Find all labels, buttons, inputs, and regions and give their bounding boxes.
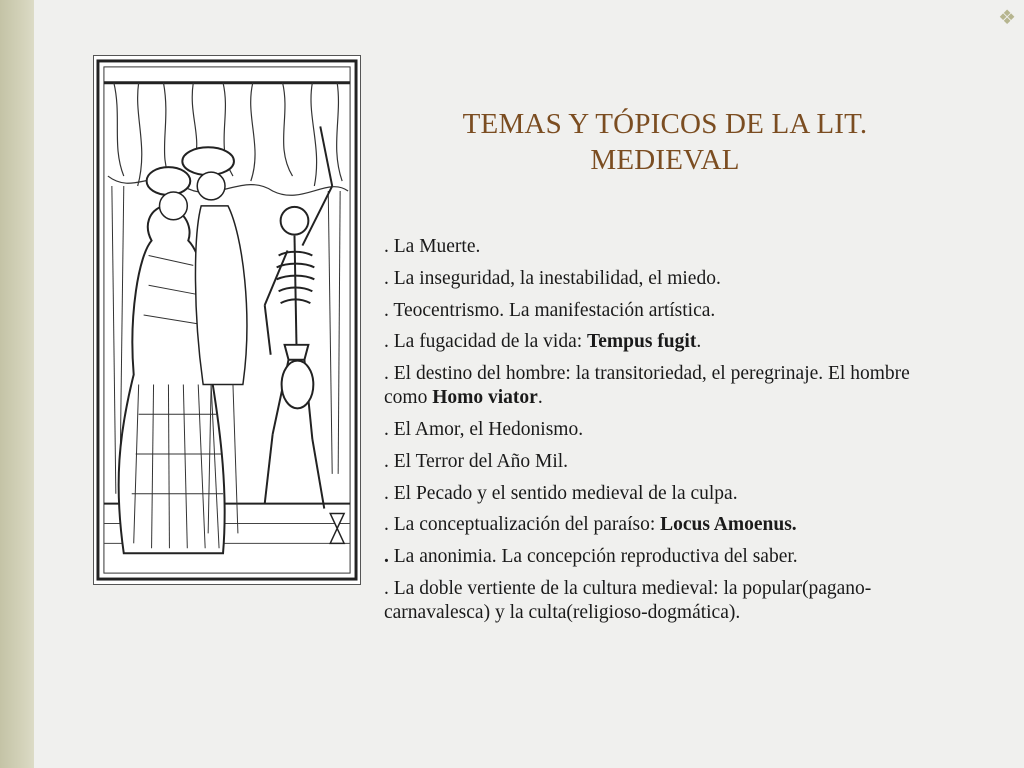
slide-title: TEMAS Y TÓPICOS DE LA LIT. MEDIEVAL xyxy=(462,108,868,176)
woodcut-image xyxy=(93,55,361,585)
list-item: . La conceptualización del paraíso: Locus Amoenus. xyxy=(384,514,797,536)
list-item: . El Pecado y el sentido medieval de la culpa. xyxy=(384,482,738,504)
list-item: . Teocentrismo. La manifestación artística. xyxy=(384,299,716,321)
list-item: . El destino del hombre: la transitoriedad, el peregrinaje. El hombre como Homo viator. xyxy=(384,363,910,409)
list-item: . La doble vertiente de la cultura medieval: la popular(pagano-carnavalesca) y la culta(religioso-dogmática). xyxy=(384,577,872,623)
list-item: . El Amor, el Hedonismo. xyxy=(384,418,584,440)
woodcut-illustration xyxy=(94,56,360,584)
list-item: . La fugacidad de la vida: Tempus fugit. xyxy=(384,331,702,353)
topics-list xyxy=(384,235,944,633)
list-item: . La anonimia. La concepción reproductiva del saber. xyxy=(384,546,798,568)
list-item: . La Muerte. xyxy=(384,236,481,257)
list-item: . La inseguridad, la inestabilidad, el miedo. xyxy=(384,267,721,289)
list-item: . El Terror del Año Mil. xyxy=(384,450,569,472)
decorative-side-band xyxy=(0,0,34,768)
corner-ornament-icon: ❖ xyxy=(998,7,1016,29)
